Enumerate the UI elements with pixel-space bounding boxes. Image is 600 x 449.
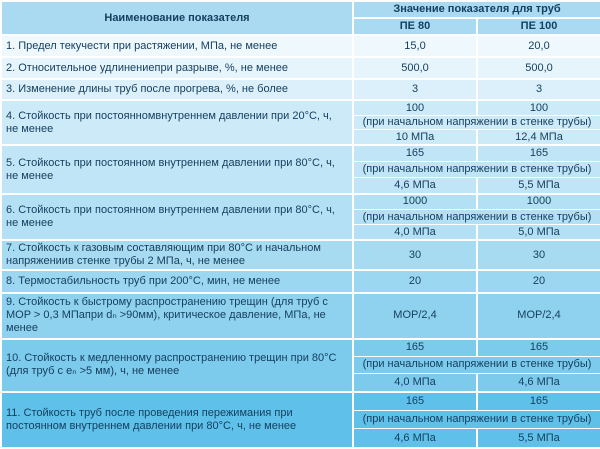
value-pe80-mpa: 4,0 МПа	[353, 225, 477, 240]
value-pe100-hours: 165	[477, 339, 600, 356]
value-pe100-hours: 1000	[477, 194, 600, 209]
value-pe80-hours: 165	[353, 145, 477, 161]
table-row	[1, 270, 600, 292]
value-pe100: 3	[477, 79, 600, 100]
value-pe80-hours: 165	[353, 339, 477, 356]
column-header-pe80: ПЕ 80	[353, 18, 477, 35]
value-pe80: 3	[353, 79, 477, 100]
value-pe100-hours: 165	[477, 392, 600, 410]
table-row	[1, 100, 600, 115]
value-pe80-hours: 1000	[353, 194, 477, 209]
value-pe80-mpa: 10 МПа	[353, 130, 477, 145]
spec-label: 3. Изменение длины труб после прогрева, %, не более	[1, 79, 353, 100]
column-header-pe100: ПЕ 100	[477, 18, 600, 35]
spec-label: 4. Стойкость при постоянномвнутреннем давлении при 20°С, ч, не менее	[1, 100, 353, 145]
table-row	[1, 35, 600, 57]
table-row	[1, 145, 600, 161]
spec-label: 11. Стойкость труб после проведения пережимания при постоянном внутреннем давлении при 80°С, ч, не менее	[1, 392, 353, 448]
value-pe80-hours: 100	[353, 100, 477, 115]
table-row	[1, 194, 600, 209]
table-row	[1, 79, 600, 100]
column-header-name: Наименование показателя	[1, 1, 353, 35]
value-pe100: 500,0	[477, 57, 600, 78]
table-row	[1, 57, 600, 78]
spec-label: 9. Стойкость к быстрому распространению трещин (для труб с MOP > 0,3 МПапри dₙ >90мм), критическое давление, МПа, не менее	[1, 293, 353, 339]
spec-label: 5. Стойкость при постоянном внутреннем давлении при 80°С, ч, не менее	[1, 145, 353, 194]
value-pe100: 30	[477, 240, 600, 271]
value-pe80: MOP/2,4	[353, 293, 477, 339]
value-pe100-mpa: 5,5 МПа	[477, 428, 600, 448]
spec-label: 10. Стойкость к медленному распространению трещин при 80°С (для труб с eₙ >5 мм), ч, не менее	[1, 339, 353, 392]
value-pe100-mpa: 5,5 МПа	[477, 178, 600, 194]
value-pe80: 30	[353, 240, 477, 271]
value-pe80-mpa: 4,6 МПа	[353, 428, 477, 448]
spec-label: 1. Предел текучести при растяжении, МПа, не менее	[1, 35, 353, 57]
note-initial-stress: (при начальном напряжении в стенке трубы)	[353, 356, 600, 373]
table-row	[1, 339, 600, 356]
value-pe80: 20	[353, 270, 477, 292]
spec-label: 7. Стойкость к газовым составляющим при 80°С и начальном напряжениив стенке трубы 2 МПа, ч, не менее	[1, 240, 353, 271]
spec-label: 6. Стойкость при постоянном внутреннем давлении при 80°С, ч, не менее	[1, 194, 353, 240]
value-pe80-mpa: 4,0 МПа	[353, 373, 477, 391]
value-pe100-hours: 100	[477, 100, 600, 115]
value-pe80-mpa: 4,6 МПа	[353, 178, 477, 194]
value-pe80: 500,0	[353, 57, 477, 78]
note-initial-stress: (при начальном напряжении в стенке трубы)	[353, 410, 600, 428]
value-pe100-mpa: 12,4 МПа	[477, 130, 600, 145]
note-initial-stress: (при начальном напряжении в стенке трубы)	[353, 161, 600, 177]
value-pe100: 20,0	[477, 35, 600, 57]
value-pe100: MOP/2,4	[477, 293, 600, 339]
value-pe100: 20	[477, 270, 600, 292]
note-initial-stress: (при начальном напряжении в стенке трубы)	[353, 116, 600, 130]
value-pe80: 15,0	[353, 35, 477, 57]
table-row	[1, 392, 600, 410]
value-pe80-hours: 165	[353, 392, 477, 410]
value-pe100-mpa: 5,0 МПа	[477, 225, 600, 240]
value-pe100-hours: 165	[477, 145, 600, 161]
table-row	[1, 293, 600, 339]
table-row	[1, 240, 600, 271]
value-pe100-mpa: 4,6 МПа	[477, 373, 600, 391]
spec-label: 2. Относительное удлинениепри разрыве, %, не менее	[1, 57, 353, 78]
column-header-value-group: Значение показателя для труб	[353, 1, 600, 18]
spec-label: 8. Термостабильность труб при 200°С, мин, не менее	[1, 270, 353, 292]
note-initial-stress: (при начальном напряжении в стенке трубы)	[353, 209, 600, 224]
